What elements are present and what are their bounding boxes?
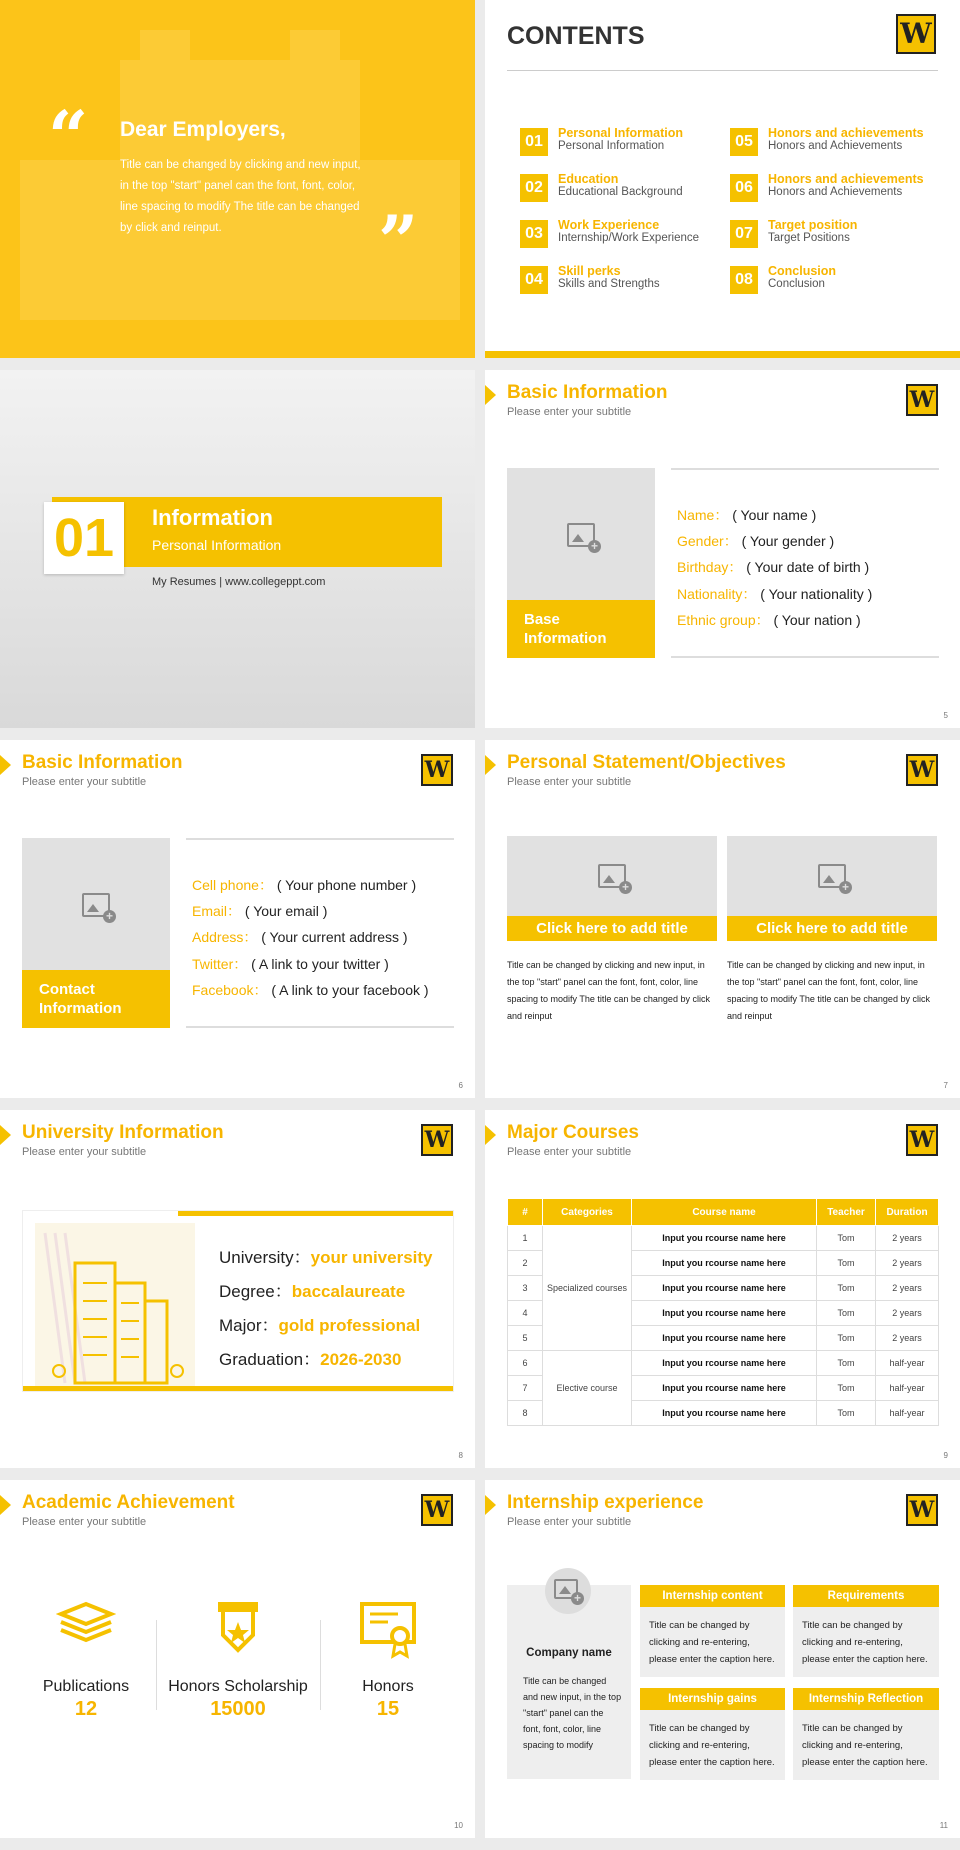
header-marker — [0, 1495, 11, 1515]
contents-item[interactable] — [520, 126, 730, 162]
item-title: Conclusion — [768, 264, 837, 278]
contents-title: CONTENTS — [507, 22, 645, 50]
courses-table — [507, 1198, 939, 1426]
contents-item[interactable] — [520, 264, 730, 300]
slide-subtitle: Please enter your subtitle — [507, 1146, 632, 1158]
close-quote-icon: ” — [378, 200, 419, 283]
slide-title: Academic Achievement — [22, 1492, 235, 1513]
header-marker — [0, 755, 11, 775]
item-number: 06 — [730, 174, 758, 202]
internship-box: Requirements Title can be changed by clicking and re-entering, please enter the caption here. — [793, 1585, 939, 1677]
item-number: 02 — [520, 174, 548, 202]
slide-major-courses — [485, 1110, 960, 1468]
internship-box: Internship content Title can be changed by clicking and re-entering, please enter the caption here. — [640, 1585, 785, 1677]
card-text: Title can be changed by clicking and new input, in the top "start" panel can the font, font, color, line spacing to modify The title can be changed by click and reinput — [727, 960, 930, 1021]
header-marker — [485, 385, 496, 405]
divider — [507, 70, 938, 71]
slide-subtitle: Please enter your subtitle — [22, 776, 147, 788]
page-number: 10 — [454, 1821, 463, 1830]
page-number: 11 — [939, 1821, 948, 1830]
slide-personal-statement — [485, 740, 960, 1098]
company-panel — [507, 1585, 631, 1779]
image-add-icon[interactable] — [82, 893, 110, 917]
contents-item[interactable] — [520, 218, 730, 254]
books-icon — [6, 1600, 166, 1662]
category-cell: Elective course — [543, 1351, 632, 1426]
image-add-icon[interactable] — [818, 864, 846, 888]
logo-icon: W — [421, 1494, 453, 1526]
item-number: 01 — [520, 128, 548, 156]
logo-icon: W — [906, 754, 938, 786]
slide-title: University Information — [22, 1122, 224, 1143]
table-row: 3 Input you rcourse name here Tom 2 years — [508, 1276, 939, 1301]
page-number: 9 — [943, 1451, 948, 1460]
slide-subtitle: Please enter your subtitle — [22, 1146, 147, 1158]
info-list — [671, 468, 939, 658]
statement-card — [727, 836, 937, 1025]
accent-bar — [23, 1386, 453, 1391]
slide-academic-achievement — [0, 1480, 475, 1838]
contents-item[interactable] — [730, 218, 940, 254]
photo-label: Base Information — [507, 600, 655, 658]
slide-title: Basic Information — [22, 752, 183, 773]
cover-body: Title can be changed by clicking and new input, in the top "start" panel can the font, font, color, line spacing to modify The title can be changed by click and reinput. — [120, 159, 361, 234]
slide-subtitle: Please enter your subtitle — [507, 1516, 632, 1528]
achievement-honors: Honors 15 — [308, 1600, 468, 1721]
section-title: Information — [152, 505, 273, 530]
page-number: 6 — [458, 1081, 463, 1090]
item-title: Honors and achievements — [768, 126, 924, 140]
statement-card — [507, 836, 717, 1025]
logo-icon: W — [421, 754, 453, 786]
slide-contents — [485, 0, 960, 358]
certificate-icon — [308, 1600, 468, 1662]
slide-university-information — [0, 1110, 475, 1468]
table-row: 4 Input you rcourse name here Tom 2 years — [508, 1301, 939, 1326]
image-add-icon[interactable] — [598, 864, 626, 888]
university-panel — [22, 1210, 454, 1392]
table-row: 6 Elective course Input you rcourse name here Tom half-year — [508, 1351, 939, 1376]
image-add-icon[interactable] — [567, 523, 595, 547]
logo-icon: W — [906, 1494, 938, 1526]
slide-subtitle: Please enter your subtitle — [507, 776, 632, 788]
table-row: 8 Input you rcourse name here Tom half-year — [508, 1401, 939, 1426]
achievement-scholarship: Honors Scholarship 15000 — [158, 1600, 318, 1721]
internship-box: Internship Reflection Title can be changed by clicking and re-entering, please enter the caption here. — [793, 1688, 939, 1780]
divider — [156, 1620, 157, 1710]
item-number: 05 — [730, 128, 758, 156]
logo-icon: W — [906, 1124, 938, 1156]
slide-title: Basic Information — [507, 382, 668, 403]
slide-title: Major Courses — [507, 1122, 639, 1143]
contents-item[interactable] — [730, 126, 940, 162]
image-placeholder[interactable] — [727, 836, 937, 916]
info-list — [186, 838, 454, 1028]
table-row: 2 Input you rcourse name here Tom 2 years — [508, 1251, 939, 1276]
info-line: Cell phone： ( Your phone number ) — [192, 877, 417, 893]
open-quote-icon: “ — [48, 95, 89, 178]
item-number: 08 — [730, 266, 758, 294]
item-title: Skill perks — [558, 264, 621, 278]
info-line: Facebook： ( A link to your facebook ) — [192, 982, 429, 998]
item-title: Honors and achievements — [768, 172, 924, 186]
graduation-line: Graduation：2026-2030 — [219, 1350, 402, 1369]
company-logo-placeholder[interactable] — [545, 1568, 591, 1614]
slide-cover-letter — [0, 0, 475, 358]
buildings-icon — [35, 1223, 195, 1388]
info-line: Gender： ( Your gender ) — [677, 533, 835, 549]
contents-item[interactable] — [730, 172, 940, 208]
company-name: Company name — [526, 1647, 612, 1659]
internship-box: Internship gains Title can be changed by clicking and re-entering, please enter the caption here. — [640, 1688, 785, 1780]
photo-placeholder[interactable] — [507, 468, 655, 658]
item-subtitle: Internship/Work Experience — [558, 232, 700, 244]
info-line: Birthday： ( Your date of birth ) — [677, 559, 870, 575]
achievement-publications: Publications 12 — [6, 1600, 166, 1721]
logo-icon: W — [421, 1124, 453, 1156]
section-subtitle: Personal Information — [152, 537, 282, 553]
item-subtitle: Conclusion — [768, 278, 825, 290]
accent-bar — [178, 1211, 453, 1216]
page-number: 8 — [458, 1451, 463, 1460]
item-subtitle: Target Positions — [768, 232, 850, 244]
item-subtitle: Skills and Strengths — [558, 278, 660, 290]
info-line: Ethnic group： ( Your nation ) — [677, 612, 861, 628]
header-marker — [0, 1125, 11, 1145]
category-cell: Specialized courses — [543, 1226, 632, 1351]
contents-item[interactable] — [520, 172, 730, 208]
section-website: My Resumes | www.collegeppt.com — [152, 576, 326, 588]
company-text: Title can be changed and new input, in the top "start" panel can the font, font, color, line spacing to modify — [523, 1676, 622, 1750]
info-line: Address： ( Your current address ) — [192, 929, 408, 945]
item-subtitle: Educational Background — [558, 186, 683, 198]
header-marker — [485, 1125, 496, 1145]
logo-icon: W — [896, 14, 936, 54]
photo-placeholder[interactable] — [22, 838, 170, 1028]
item-number: 07 — [730, 220, 758, 248]
degree-line: Degree：baccalaureate — [219, 1282, 406, 1301]
info-line: Twitter： ( A link to your twitter ) — [192, 956, 389, 972]
page-number: 7 — [943, 1081, 948, 1090]
section-number: 01 — [44, 502, 124, 574]
cover-title: Dear Employers, — [120, 118, 286, 141]
slide-contact-information — [0, 740, 475, 1098]
major-line: Major：gold professional — [219, 1316, 421, 1335]
card-title[interactable]: Click here to add title — [507, 916, 717, 941]
image-placeholder[interactable] — [507, 836, 717, 916]
item-title: Work Experience — [558, 218, 660, 232]
slide-title: Internship experience — [507, 1492, 704, 1513]
slide-title: Personal Statement/Objectives — [507, 752, 786, 773]
card-title[interactable]: Click here to add title — [727, 916, 937, 941]
page-number: 5 — [943, 711, 948, 720]
table-row: 5 Input you rcourse name here Tom 2 years — [508, 1326, 939, 1351]
header-marker — [485, 755, 496, 775]
table-row: 7 Input you rcourse name here Tom half-year — [508, 1376, 939, 1401]
item-subtitle: Personal Information — [558, 140, 665, 152]
info-line: Name： ( Your name ) — [677, 507, 817, 523]
table-row: 1 Specialized courses Input you rcourse name here Tom 2 years — [508, 1226, 939, 1251]
medal-icon — [158, 1600, 318, 1662]
item-title: Target position — [768, 218, 858, 232]
accent-bar — [485, 351, 960, 358]
header-marker — [485, 1495, 496, 1515]
info-line: Email： ( Your email ) — [192, 903, 328, 919]
slide-internship-experience — [485, 1480, 960, 1838]
item-number: 04 — [520, 266, 548, 294]
slide-section-divider — [0, 370, 475, 728]
item-title: Education — [558, 172, 619, 186]
item-number: 03 — [520, 220, 548, 248]
item-subtitle: Honors and Achievements — [768, 186, 903, 198]
slide-subtitle: Please enter your subtitle — [22, 1516, 147, 1528]
slide-basic-information — [485, 370, 960, 728]
photo-label: Contact Information — [22, 970, 170, 1028]
contents-item[interactable] — [730, 264, 940, 300]
info-line: Nationality： ( Your nationality ) — [677, 586, 873, 602]
item-title: Personal Information — [558, 126, 684, 140]
slide-subtitle: Please enter your subtitle — [507, 406, 632, 418]
item-subtitle: Honors and Achievements — [768, 140, 903, 152]
image-add-icon[interactable] — [554, 1579, 578, 1599]
card-text: Title can be changed by clicking and new input, in the top "start" panel can the font, font, color, line spacing to modify The title can be changed by click and reinput — [507, 960, 710, 1021]
logo-icon: W — [906, 384, 938, 416]
university-line: University：your university — [219, 1248, 433, 1267]
table-header: # Categories Course name Teacher Duration — [508, 1199, 939, 1226]
